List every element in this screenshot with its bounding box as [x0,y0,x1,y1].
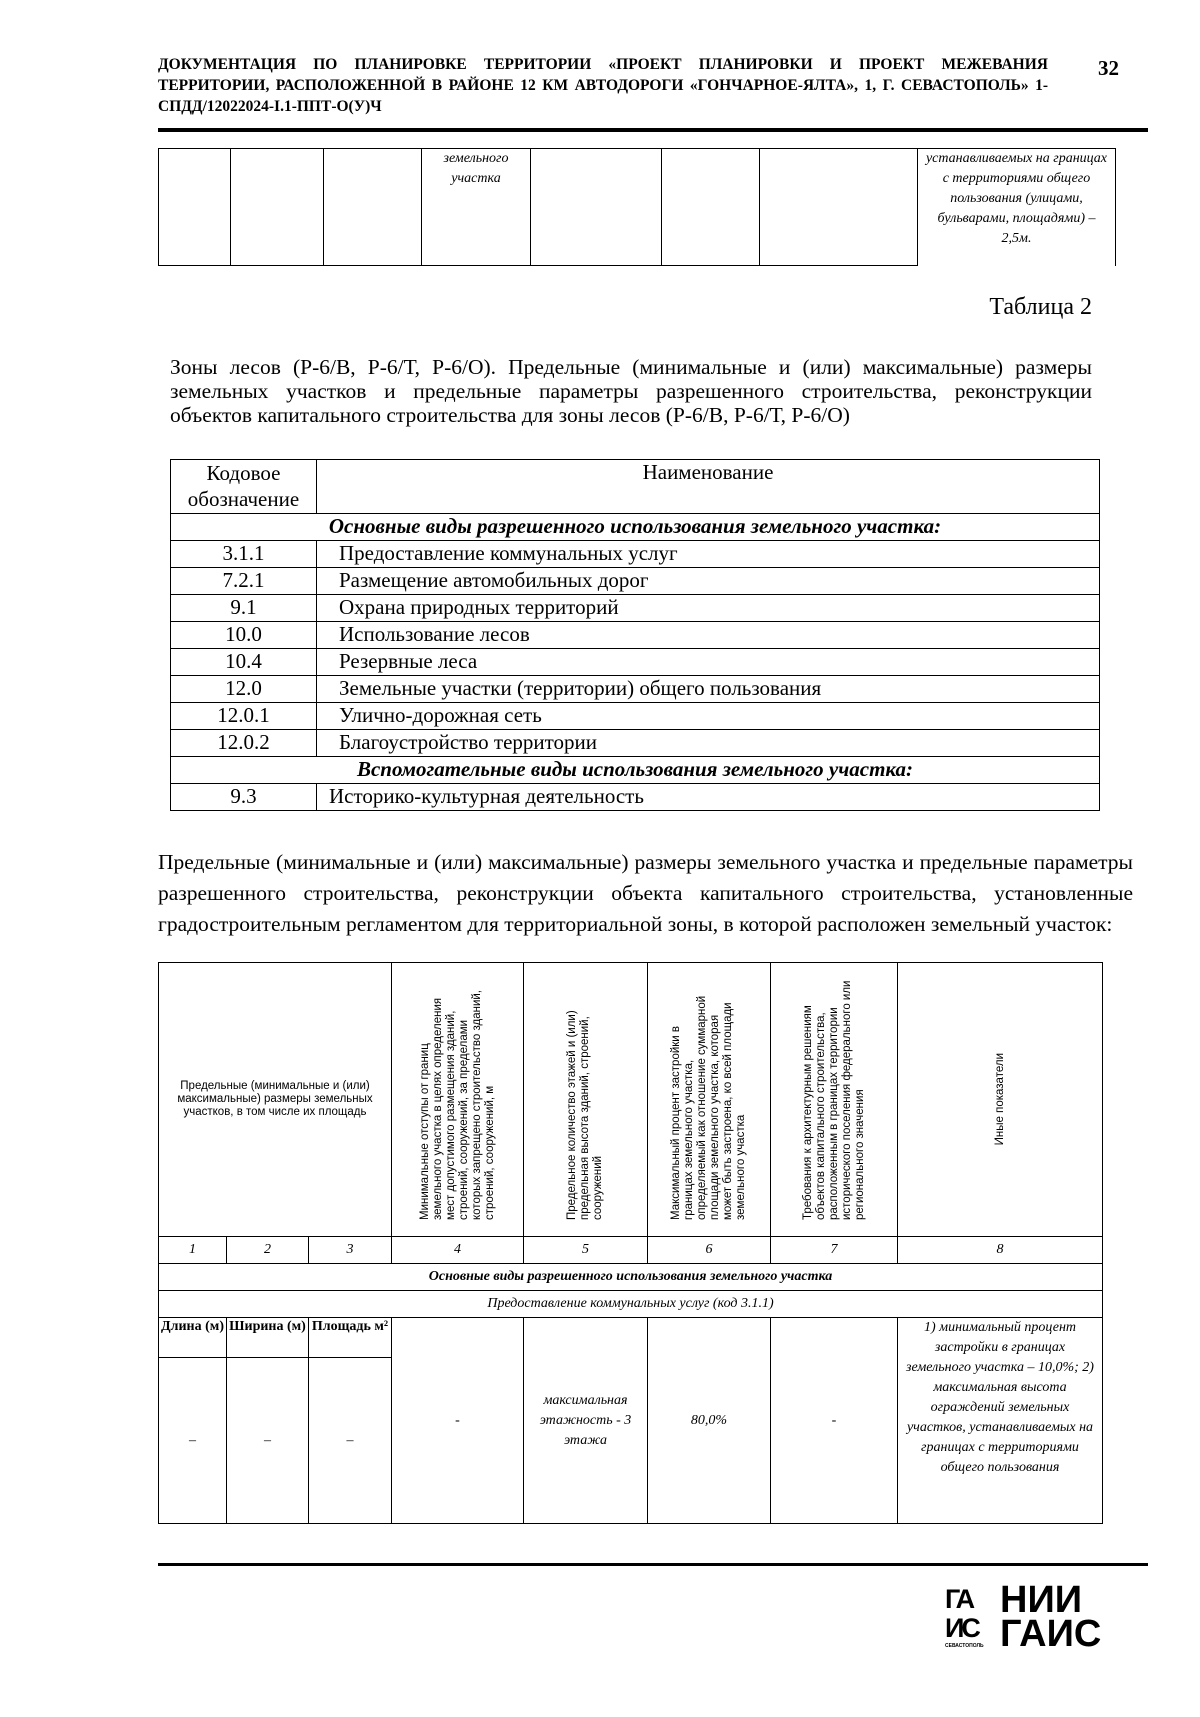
subsection-row: Предоставление коммунальных услуг (код 3.1.1) [159,1291,1103,1318]
col-header-floors: Предельное количество этажей и (или) предельная высота зданий, строений, сооружений [566,1009,604,1220]
logo-mark-top: ГА [945,1584,973,1614]
intro-paragraph: Зоны лесов (Р-6/В, Р-6/Т, Р-6/О). Предельные (минимальные и (или) максимальные) размеры земельных участков и предельные параметры разрешенного строительства, реконструкции объектов капитального строительства для зоны лесов (Р-6/В, Р-6/Т, Р-6/О) [170,355,1092,427]
table-row [171,541,1100,568]
table-row [171,568,1100,595]
page-number: 32 [1098,56,1119,80]
row-name: Предоставление коммунальных услуг [317,541,1100,568]
continued-cell-4: земельного участка [422,149,531,266]
aux-section-row: Вспомогательные виды использования земельного участка: [171,757,1100,784]
col-header-code: Кодовое обозначение [171,460,317,514]
row-name: Земельные участки (территории) общего пользования [317,676,1100,703]
col-header-other: Иные показатели [993,1053,1006,1146]
col-number: 2 [227,1237,309,1264]
dim-width-label: Ширина (м) [227,1318,309,1358]
other-value: 1) минимальный процент застройки в границах земельного участка – 10,0%; 2) максимальная высота ограждений земельных участков, устанавливаемых на границах с территориями общего пользования [898,1318,1103,1524]
logo-text-top: НИИ [1000,1579,1083,1621]
row-code: 12.0.2 [171,730,317,757]
logo-mark [945,1585,990,1649]
col-number: 6 [648,1237,771,1264]
row-code: 9.3 [171,784,317,811]
row-code: 7.2.1 [171,568,317,595]
width-value: – [227,1358,309,1524]
col-number: 4 [392,1237,524,1264]
continued-cell-8: устанавливаемых на границах с территориями общего пользования (улицами, бульварами, площадями) – 2,5м. [918,149,1116,266]
col-number: 3 [309,1237,392,1264]
coverage-value: 80,0% [648,1318,771,1524]
row-name: Охрана природных территорий [317,595,1100,622]
table-row [171,703,1100,730]
footer-divider [158,1563,1148,1566]
document-header-title: ДОКУМЕНТАЦИЯ ПО ПЛАНИРОВКЕ ТЕРРИТОРИИ «ПРОЕКТ ПЛАНИРОВКИ И ПРОЕКТ МЕЖЕВАНИЯ ТЕРРИТОРИИ, РАСПОЛОЖЕННОЙ В РАЙОНЕ 12 КМ АВТОДОРОГИ «ГОНЧАРНОЕ-ЯЛТА», 1, Г. СЕВАСТОПОЛЬ» 1-СПДД/12022024-I.1-ППТ-О(У)Ч [158,56,1048,115]
row-code: 12.0.1 [171,703,317,730]
col-number: 7 [771,1237,898,1264]
table-row [171,730,1100,757]
row-name: Размещение автомобильных дорог [317,568,1100,595]
dim-length-label: Длина (м) [159,1318,227,1358]
setbacks-value: - [392,1318,524,1524]
row-code: 10.4 [171,649,317,676]
floors-value: максимальная этажность - 3 этажа [524,1318,648,1524]
nii-gais-logo [945,1579,1125,1655]
col-number: 5 [524,1237,648,1264]
col-header-architecture: Требования к архитектурным решениям объектов капитального строительства, расположенным в границах территории исторического поселения федерального или регионального значения [801,980,866,1220]
area-value: – [309,1358,392,1524]
logo-wordmark [1000,1579,1102,1655]
logo-mark-bottom: ИС [945,1613,978,1643]
col-header-sizes: Предельные (минимальные и (или) максимальные) размеры земельных участков, в том числе их площадь [159,963,392,1237]
row-code: 9.1 [171,595,317,622]
continued-table [158,148,1116,266]
architecture-value: - [771,1318,898,1524]
header-divider [158,128,1148,132]
table-row [171,622,1100,649]
table-label: Таблица 2 [989,294,1092,320]
row-name: Благоустройство территории [317,730,1100,757]
table-row [171,595,1100,622]
table-row [171,784,1100,811]
col-number: 1 [159,1237,227,1264]
col-number: 8 [898,1237,1103,1264]
row-name: Улично-дорожная сеть [317,703,1100,730]
row-name: Резервные леса [317,649,1100,676]
row-code: 10.0 [171,622,317,649]
col-header-name: Наименование [317,460,1100,514]
col-header-setbacks: Минимальные отступы от границ земельного участка в целях определения мест допустимого размещения зданий, строений, сооружений, за пределами которых запрещено строительство зданий, строений, сооружений, м [418,989,496,1220]
logo-caption: СЕВАСТОПОЛЬ [945,1643,984,1649]
table-row [171,649,1100,676]
logo-text-bottom: ГАИС [1000,1613,1102,1655]
row-code: 3.1.1 [171,541,317,568]
dim-area-label: Площадь м² [309,1318,392,1358]
second-paragraph: Предельные (минимальные и (или) максимальные) размеры земельного участка и предельные параметры разрешенного строительства, реконструкции объекта капитального строительства, установленные градостроительным регламентом для территориальной зоны, в которой расположен земельный участок: [158,850,1133,936]
zones-table [170,459,1100,811]
length-value: – [159,1358,227,1524]
row-code: 12.0 [171,676,317,703]
col-header-coverage: Максимальный процент застройки в границах земельного участка, определяемый как отношение суммарной площади земельного участка, которая может быть застроена, ко всей площади земельного участка [670,995,747,1220]
row-name: Историко-культурная деятельность [317,784,1100,811]
table-row [171,676,1100,703]
main-section-row: Основные виды разрешенного использования земельного участка: [171,514,1100,541]
section-row: Основные виды разрешенного использования земельного участка [159,1264,1103,1291]
parameters-table [158,962,1103,1524]
row-name: Использование лесов [317,622,1100,649]
